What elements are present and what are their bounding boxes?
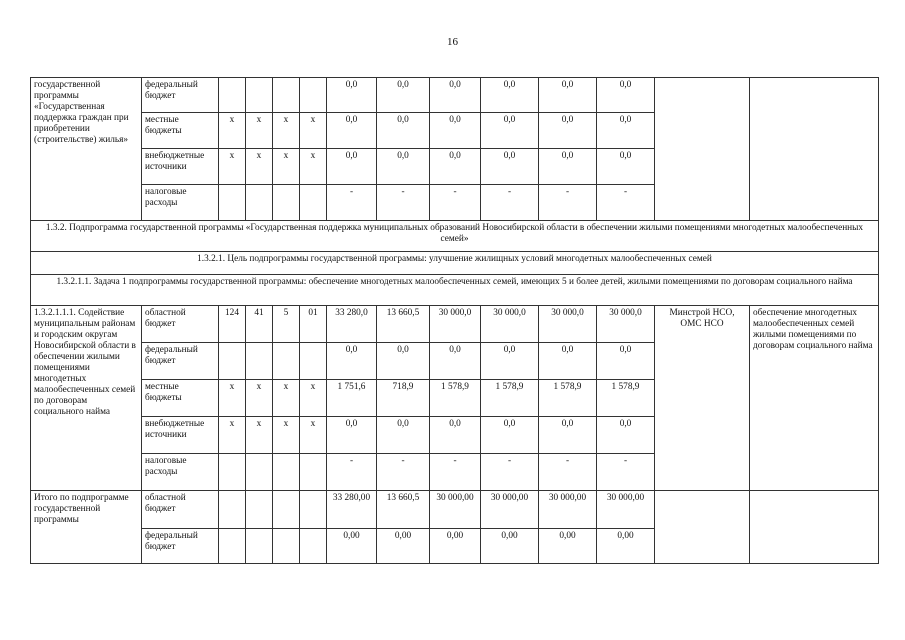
value-cell: - bbox=[597, 185, 655, 221]
funding-source: федеральный бюджет bbox=[142, 343, 219, 380]
value-cell: - bbox=[430, 454, 481, 491]
code-cell bbox=[273, 343, 300, 380]
task-heading: 1.3.2.1.1. Задача 1 подпрограммы государственной программы: обеспечение многодетных малообеспеченных семей, имеющих 5 и более детей, жилыми помещениями по договорам социального найма bbox=[31, 275, 879, 306]
code-cell bbox=[219, 185, 246, 221]
code-cell: х bbox=[219, 417, 246, 454]
code-cell: 41 bbox=[246, 306, 273, 343]
funding-source: внебюджетные источники bbox=[142, 417, 219, 454]
value-cell: 30 000,0 bbox=[539, 306, 597, 343]
executor-cell bbox=[655, 78, 750, 221]
value-cell: - bbox=[481, 454, 539, 491]
code-cell bbox=[246, 343, 273, 380]
value-cell: 1 578,9 bbox=[597, 380, 655, 417]
value-cell: 0,00 bbox=[539, 529, 597, 564]
value-cell: 0,0 bbox=[597, 149, 655, 185]
code-cell: х bbox=[246, 417, 273, 454]
value-cell: 0,0 bbox=[327, 149, 377, 185]
code-cell: х bbox=[273, 113, 300, 149]
code-cell bbox=[300, 78, 327, 113]
value-cell: 13 660,5 bbox=[377, 491, 430, 529]
code-cell bbox=[246, 529, 273, 564]
value-cell: 0,0 bbox=[430, 417, 481, 454]
code-cell bbox=[219, 78, 246, 113]
value-cell: 0,0 bbox=[377, 343, 430, 380]
funding-source: местные бюджеты bbox=[142, 380, 219, 417]
budget-table bbox=[30, 77, 879, 564]
value-cell: - bbox=[539, 185, 597, 221]
code-cell: х bbox=[246, 149, 273, 185]
value-cell: 0,0 bbox=[327, 78, 377, 113]
value-cell: 0,0 bbox=[430, 113, 481, 149]
value-cell: - bbox=[597, 454, 655, 491]
value-cell: 0,0 bbox=[377, 149, 430, 185]
executor-cell: Минстрой НСО, ОМС НСО bbox=[655, 306, 750, 491]
value-cell: - bbox=[377, 454, 430, 491]
result-cell bbox=[750, 491, 879, 564]
value-cell: 0,0 bbox=[597, 113, 655, 149]
value-cell: 0,0 bbox=[377, 78, 430, 113]
code-cell: х bbox=[219, 113, 246, 149]
value-cell: 13 660,5 bbox=[377, 306, 430, 343]
value-cell: 0,00 bbox=[597, 529, 655, 564]
code-cell bbox=[246, 454, 273, 491]
value-cell: 0,0 bbox=[481, 78, 539, 113]
table-row bbox=[31, 252, 879, 275]
value-cell: - bbox=[481, 185, 539, 221]
code-cell bbox=[300, 454, 327, 491]
code-cell: 5 bbox=[273, 306, 300, 343]
table-row bbox=[31, 221, 879, 252]
table-row bbox=[31, 491, 879, 529]
code-cell bbox=[219, 454, 246, 491]
code-cell bbox=[273, 454, 300, 491]
code-cell: х bbox=[219, 149, 246, 185]
value-cell: 30 000,00 bbox=[481, 491, 539, 529]
value-cell: - bbox=[539, 454, 597, 491]
code-cell bbox=[273, 491, 300, 529]
code-cell: 01 bbox=[300, 306, 327, 343]
value-cell: 0,0 bbox=[327, 417, 377, 454]
value-cell: 0,00 bbox=[430, 529, 481, 564]
value-cell: 0,00 bbox=[377, 529, 430, 564]
value-cell: 1 578,9 bbox=[481, 380, 539, 417]
activity-name: государственной программы «Государственная поддержка граждан при приобретении (строительстве) жилья» bbox=[31, 78, 142, 221]
code-cell bbox=[300, 529, 327, 564]
code-cell: х bbox=[273, 149, 300, 185]
value-cell: 0,0 bbox=[539, 113, 597, 149]
value-cell: 0,0 bbox=[539, 343, 597, 380]
funding-source: местные бюджеты bbox=[142, 113, 219, 149]
code-cell: х bbox=[246, 380, 273, 417]
value-cell: 0,00 bbox=[481, 529, 539, 564]
value-cell: 1 578,9 bbox=[539, 380, 597, 417]
table-row bbox=[31, 78, 879, 113]
code-cell bbox=[219, 491, 246, 529]
funding-source: областной бюджет bbox=[142, 491, 219, 529]
funding-source: федеральный бюджет bbox=[142, 529, 219, 564]
value-cell: 0,0 bbox=[481, 113, 539, 149]
value-cell: 0,0 bbox=[327, 113, 377, 149]
code-cell bbox=[300, 491, 327, 529]
value-cell: 0,0 bbox=[481, 417, 539, 454]
value-cell: - bbox=[327, 454, 377, 491]
value-cell: 30 000,00 bbox=[539, 491, 597, 529]
code-cell: 124 bbox=[219, 306, 246, 343]
goal-heading: 1.3.2.1. Цель подпрограммы государственной программы: улучшение жилищных условий многодетных малообеспеченных семей bbox=[31, 252, 879, 275]
value-cell: 30 000,0 bbox=[597, 306, 655, 343]
code-cell: х bbox=[300, 380, 327, 417]
value-cell: 0,0 bbox=[377, 417, 430, 454]
table-row bbox=[31, 306, 879, 343]
funding-source: областной бюджет bbox=[142, 306, 219, 343]
code-cell: х bbox=[300, 149, 327, 185]
value-cell: 0,0 bbox=[377, 113, 430, 149]
value-cell: 0,0 bbox=[430, 78, 481, 113]
code-cell bbox=[246, 185, 273, 221]
code-cell bbox=[273, 185, 300, 221]
value-cell: - bbox=[327, 185, 377, 221]
value-cell: 0,0 bbox=[539, 417, 597, 454]
value-cell: 30 000,0 bbox=[481, 306, 539, 343]
value-cell: 1 751,6 bbox=[327, 380, 377, 417]
value-cell: 0,0 bbox=[430, 149, 481, 185]
value-cell: - bbox=[377, 185, 430, 221]
code-cell: х bbox=[219, 380, 246, 417]
value-cell: 0,0 bbox=[539, 78, 597, 113]
subprogram-heading: 1.3.2. Подпрограмма государственной программы «Государственная поддержка муниципальных образований Новосибирской области в обеспечении жилыми помещениями многодетных малообеспеченных семей» bbox=[31, 221, 879, 252]
funding-source: налоговые расходы bbox=[142, 454, 219, 491]
code-cell bbox=[219, 343, 246, 380]
page-number: 16 bbox=[447, 36, 458, 48]
value-cell: 1 578,9 bbox=[430, 380, 481, 417]
value-cell: 33 280,00 bbox=[327, 491, 377, 529]
executor-cell bbox=[655, 491, 750, 564]
result-cell bbox=[750, 78, 879, 221]
value-cell: 30 000,00 bbox=[430, 491, 481, 529]
value-cell: 0,00 bbox=[327, 529, 377, 564]
code-cell: х bbox=[273, 380, 300, 417]
code-cell: х bbox=[300, 113, 327, 149]
code-cell bbox=[273, 78, 300, 113]
value-cell: 0,0 bbox=[481, 343, 539, 380]
value-cell: 30 000,00 bbox=[597, 491, 655, 529]
code-cell: х bbox=[246, 113, 273, 149]
value-cell: 0,0 bbox=[430, 343, 481, 380]
code-cell bbox=[300, 185, 327, 221]
code-cell bbox=[300, 343, 327, 380]
value-cell: 718,9 bbox=[377, 380, 430, 417]
code-cell bbox=[219, 529, 246, 564]
code-cell: х bbox=[300, 417, 327, 454]
total-name: Итого по подпрограмме государственной программы bbox=[31, 491, 142, 564]
value-cell: 0,0 bbox=[327, 343, 377, 380]
activity-name: 1.3.2.1.1.1. Содействие муниципальным районам и городским округам Новосибирской области в обеспечении жилыми помещениями многодетных малообеспеченных семей по договорам социального найма bbox=[31, 306, 142, 491]
value-cell: 0,0 bbox=[597, 78, 655, 113]
result-cell: обеспечение многодетных малообеспеченных семей жилыми помещениями по договорам социального найма bbox=[750, 306, 879, 491]
value-cell: 33 280,0 bbox=[327, 306, 377, 343]
funding-source: налоговые расходы bbox=[142, 185, 219, 221]
funding-source: внебюджетные источники bbox=[142, 149, 219, 185]
table-row bbox=[31, 275, 879, 306]
code-cell bbox=[246, 78, 273, 113]
code-cell: х bbox=[273, 417, 300, 454]
value-cell: 0,0 bbox=[481, 149, 539, 185]
value-cell: 0,0 bbox=[539, 149, 597, 185]
code-cell bbox=[246, 491, 273, 529]
code-cell bbox=[273, 529, 300, 564]
value-cell: 0,0 bbox=[597, 343, 655, 380]
value-cell: - bbox=[430, 185, 481, 221]
value-cell: 30 000,0 bbox=[430, 306, 481, 343]
value-cell: 0,0 bbox=[597, 417, 655, 454]
funding-source: федеральный бюджет bbox=[142, 78, 219, 113]
